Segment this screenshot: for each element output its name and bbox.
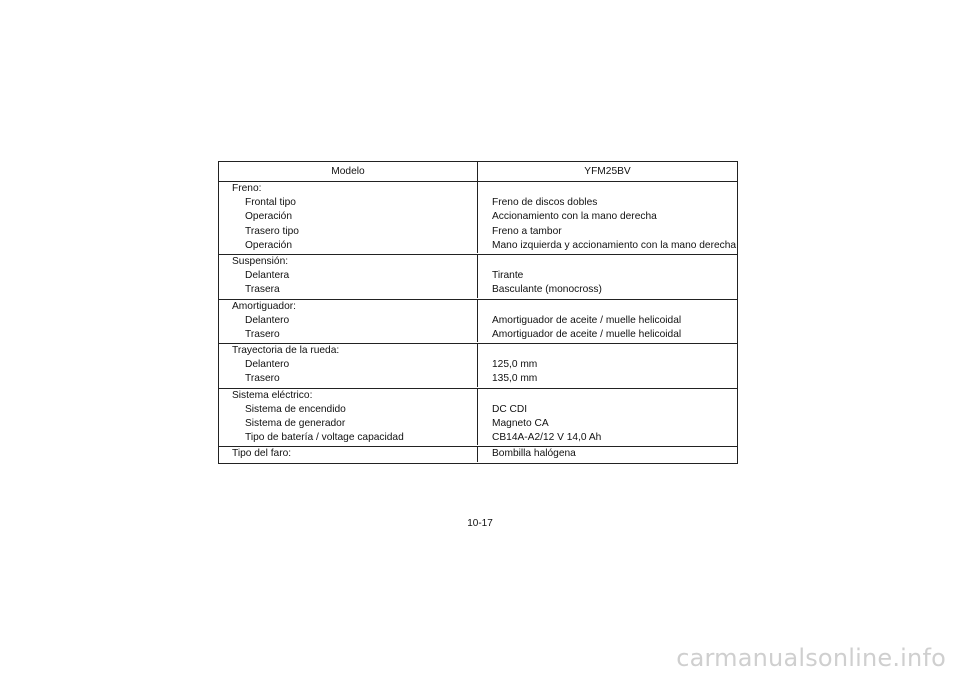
row-value: 135,0 mm bbox=[492, 373, 538, 385]
header-model-label: Modelo bbox=[219, 162, 478, 181]
section-title: Sistema eléctrico: bbox=[232, 389, 313, 401]
row-label: Trasera bbox=[245, 284, 280, 296]
section-trayectoria bbox=[219, 344, 737, 389]
section-title: Tipo del faro: bbox=[232, 448, 292, 460]
section-amortiguador bbox=[219, 300, 737, 345]
section-suspension bbox=[219, 255, 737, 300]
section-freno bbox=[219, 182, 737, 255]
row-label: Sistema de generador bbox=[245, 418, 346, 429]
row-value: Freno a tambor bbox=[492, 225, 562, 237]
row-value: Accionamiento con la mano derecha bbox=[492, 211, 657, 223]
row-value: Magneto CA bbox=[492, 418, 549, 429]
page-number: 10-17 bbox=[467, 518, 493, 529]
row-value: Bombilla halógena bbox=[492, 448, 576, 460]
row-label: Sistema de encendido bbox=[245, 403, 346, 415]
row-value: Amortiguador de aceite / muelle helicoidal bbox=[492, 328, 682, 340]
row-label: Operación bbox=[245, 211, 293, 223]
section-title: Freno: bbox=[232, 183, 262, 194]
section-tipo-faro bbox=[219, 447, 737, 462]
row-label: Trasero tipo bbox=[245, 225, 299, 237]
section-sistema-electrico bbox=[219, 389, 737, 448]
row-value: 125,0 mm bbox=[492, 359, 538, 371]
row-label: Operación bbox=[245, 239, 293, 251]
row-label: Frontal tipo bbox=[245, 197, 296, 209]
row-value: Freno de discos dobles bbox=[492, 197, 598, 209]
row-value: Mano izquierda y accionamiento con la mano derecha bbox=[492, 239, 737, 251]
row-value: Basculante (monocross) bbox=[492, 284, 602, 296]
section-title: Suspensión: bbox=[232, 255, 289, 267]
watermark-text: carmanualsonline.info bbox=[676, 644, 946, 672]
section-title: Amortiguador: bbox=[232, 300, 296, 312]
row-label: Delantero bbox=[245, 314, 290, 326]
table-header bbox=[219, 162, 737, 182]
row-value: CB14A-A2/12 V 14,0 Ah bbox=[492, 432, 602, 444]
row-label: Trasero bbox=[245, 328, 280, 340]
row-label: Delantero bbox=[245, 359, 290, 371]
row-label: Trasero bbox=[245, 373, 280, 385]
row-value: Tirante bbox=[492, 270, 524, 282]
row-value: DC CDI bbox=[492, 403, 528, 415]
row-value: Amortiguador de aceite / muelle helicoidal bbox=[492, 314, 682, 326]
header-model-value: YFM25BV bbox=[584, 166, 631, 177]
row-label: Delantera bbox=[245, 270, 290, 282]
row-label: Tipo de batería / voltage capacidad bbox=[245, 432, 404, 444]
section-title: Trayectoria de la rueda: bbox=[232, 345, 340, 357]
spec-table bbox=[218, 161, 738, 464]
